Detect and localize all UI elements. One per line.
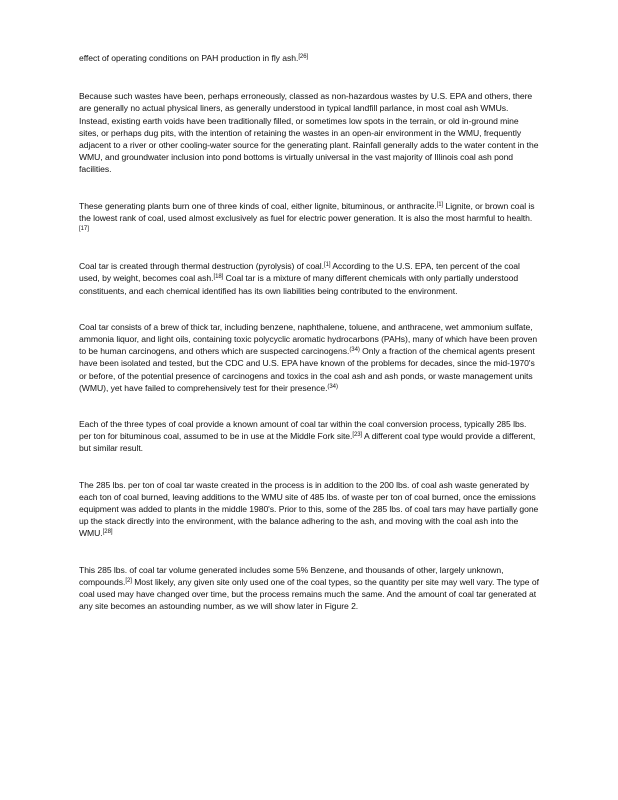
citation-ref: [1] — [436, 201, 444, 208]
paragraph-text: Because such wastes have been, perhaps erroneously, classed as non-hazardous wastes by U.S. EPA and others, there are generally no actual physical liners, as generally understood in typical landfill parlance, in most coal ash WMUs. Instead, existing earth voids have been traditionally filled, or sometimes low spots in the terrain, or old in-ground mine sites, or perhaps dug pits, with the intention of retaining the wastes in an open-air environment in the WMU, frequently adjacent to a river or other cooling-water source for the generating plant. Rainfall generally adds to the water content in the WMU, and groundwater inclusion into pond bottoms is virtually universal in the vast majority of Illinois coal ash pond facilities. — [79, 91, 539, 175]
citation-ref: [26] — [298, 54, 309, 60]
paragraph-text: Coal tar consists of a brew of thick tar, including benzene, naphthalene, toluene, and anthracene, wet ammonium sulfate, ammonia liquor, and light oils, containing toxic polycyclic aromatic hydrocarbons (PAHs), many of which have been proven to be human carcinogens, and others which are suspected carcinogens. — [79, 321, 538, 357]
citation-ref: [18] — [213, 274, 224, 281]
paragraph-text: Coal tar is a mixture of many different chemicals with only partially understood constituents, and each chemical identified has its own liabilities being contributed to the environment. — [79, 273, 519, 296]
paragraph-5 — [79, 321, 539, 394]
paragraph-1 — [79, 52, 539, 64]
paragraph-text: effect of operating conditions on PAH production in fly ash. — [79, 53, 299, 63]
citation-ref: [23] — [352, 432, 363, 439]
paragraph-4 — [79, 260, 539, 297]
citation-ref: (34) — [349, 347, 360, 354]
paragraph-2 — [79, 90, 539, 175]
citation-ref: [2] — [125, 577, 132, 584]
paragraph-text: According to the U.S. EPA, ten percent of the coal used, by weight, becomes coal ash. — [79, 261, 520, 284]
paragraph-8 — [79, 564, 539, 613]
paragraph-3 — [79, 200, 539, 237]
paragraph-text: The 285 lbs. per ton of coal tar waste created in the process is in addition to the 200 lbs. of coal ash waste generated by each ton of coal burned, leaving additions to the WMU site of 485 lbs. of waste per ton of coal burned, once the emissions equipment was added to plants in the middle 1980's. Prior to this, some of the 285 lbs. of coal tars may have partially gone up the stack directly into the environment, with the balance adhering to the ash, and moving with the coal ash into the WMU. — [79, 479, 539, 539]
paragraph-7 — [79, 479, 539, 540]
paragraph-text: These generating plants burn one of three kinds of coal, either lignite, bituminous, or anthracite. — [79, 200, 437, 211]
paragraph-text: Lignite, or brown coal is the lowest rank of coal, used almost exclusively as fuel for electric power generation. It is also the most harmful to health. — [79, 200, 535, 223]
paragraph-text: Only a fraction of the chemical agents present have been isolated and tested, but the CDC and U.S. EPA have known of the problems for decades, since the mid-1970's or before, of the potential presence of carcinogens and toxics in the coal ash and ash ponds, or waste management units (WMU), yet have failed to comprehensively test for their presence. — [79, 346, 535, 393]
citation-ref: [17] — [79, 226, 89, 233]
paragraph-text: Most likely, any given site only used one of the coal types, so the quantity per site may well vary. The type of coal used may have changed over time, but the process remains much the same. And the amount of coal tar generated at any site becomes an astounding number, as we will show later in Figure 2. — [79, 576, 539, 612]
paragraph-6 — [79, 418, 539, 455]
document-page — [79, 52, 539, 637]
citation-ref: (34) — [327, 383, 338, 390]
paragraph-text: Coal tar is created through thermal destruction (pyrolysis) of coal. — [79, 261, 324, 272]
paragraph-text: A different coal type would provide a different, but similar result. — [79, 431, 536, 454]
paragraph-text: This 285 lbs. of coal tar volume generated includes some 5% Benzene, and thousands of other, largely unknown, compounds. — [79, 564, 504, 587]
citation-ref: [28] — [102, 529, 113, 536]
paragraph-text: Each of the three types of coal provide a known amount of coal tar within the coal conversion process, typically 285 lbs. per ton for bituminous coal, assumed to be in use at the Middle Fork site. — [79, 419, 527, 442]
citation-ref: [1] — [323, 262, 331, 269]
